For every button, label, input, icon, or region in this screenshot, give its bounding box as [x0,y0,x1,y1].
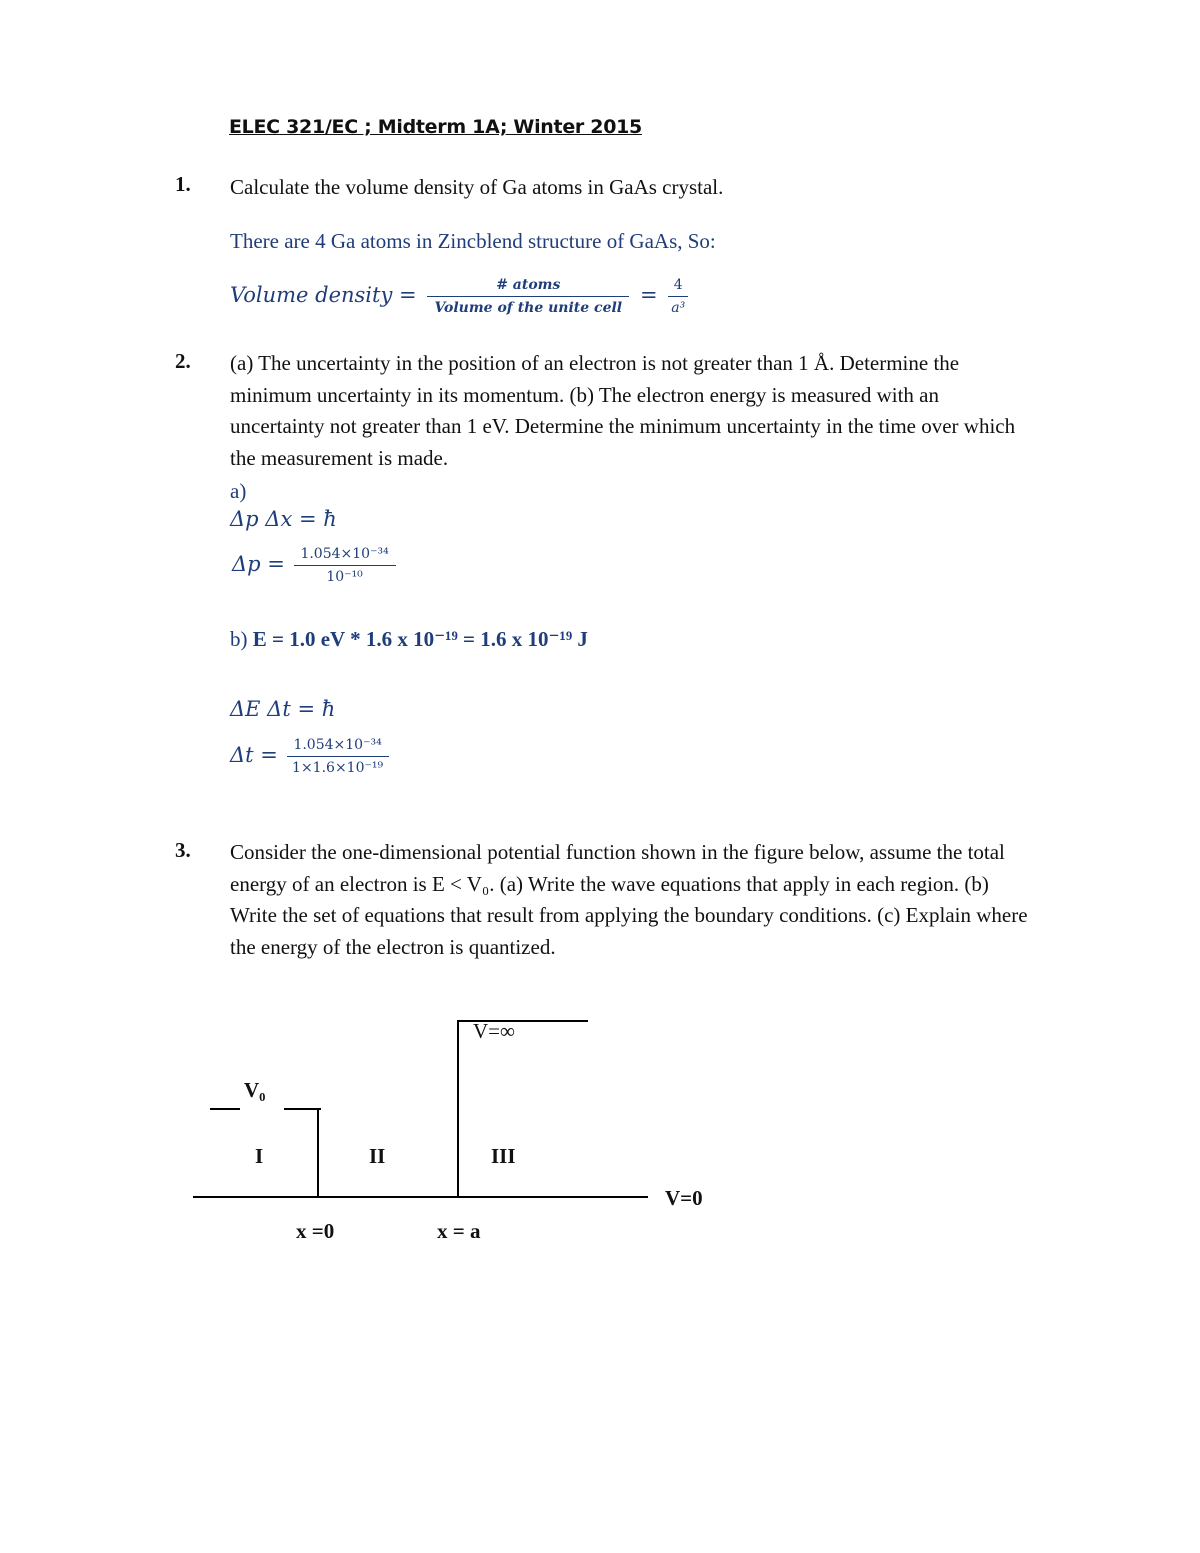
energy-conversion-line [230,624,588,656]
x-zero-label: x =0 [296,1219,335,1243]
v-zero-baseline [193,1196,648,1198]
time-uncertainty-relation: ΔE Δt = ħ [230,697,336,721]
part-b-label: b) [230,627,248,651]
momentum-equation [232,546,396,585]
x0-wall [317,1108,319,1198]
equation-lhs: Δp = [232,552,285,576]
question-3-number: 3. [175,838,191,862]
region-3-label: III [491,1144,516,1168]
fraction-numerator: 1.054×10⁻³⁴ [294,546,396,566]
fraction-numerator: 1.054×10⁻³⁴ [287,737,389,757]
region-1-label: I [255,1144,264,1168]
xa-wall [457,1021,459,1198]
equation-lhs: Volume density = [230,283,417,307]
fraction-four-over-a3 [668,277,688,316]
v0-label: V₀ [244,1078,266,1102]
v0-level-line-right [284,1108,321,1110]
fraction-numerator: # atoms [427,277,629,297]
equals-sign: = [639,283,658,307]
v0-level-line-left [210,1108,240,1110]
region-2-label: II [369,1144,386,1168]
fraction-denominator: 1×1.6×10⁻¹⁹ [292,760,384,776]
question-1-number: 1. [175,172,191,196]
question-2-text: (a) The uncertainty in the position of an electron is not greater than 1 Å. Determine the minimum uncertainty in its momentum. (b) The electron energy is measured with an uncertainty not greater than 1 eV. Determine the minimum uncertainty in the time over which the measurement is made. [230,351,1016,470]
time-fraction [287,737,389,776]
v-zero-label: V=0 [665,1186,703,1210]
v-infinity-label: V=∞ [473,1019,515,1043]
momentum-uncertainty-relation: Δp Δx = ħ [230,507,337,531]
equation-lhs: Δt = [230,743,278,767]
x-a-label: x = a [437,1219,481,1243]
fraction-denominator-2: a³ [671,300,686,316]
part-a-label: a) [230,479,247,503]
question-1-text: Calculate the volume density of Ga atoms in GaAs crystal. [230,175,724,199]
fraction-atoms [427,277,629,316]
fraction-denominator: Volume of the unite cell [434,300,623,316]
fraction-numerator-2: 4 [668,277,688,297]
energy-conversion-equation: E = 1.0 eV * 1.6 x 10⁻¹⁹ = 1.6 x 10⁻¹⁹ J [252,627,588,651]
volume-density-equation [230,277,688,316]
question-3-text: Consider the one-dimensional potential function shown in the figure below, assume the total energy of an electron is E < V₀. (a) Write the wave equations that apply in each region. (b) Write the set of equations that result from applying the boundary conditions. (c) Explain where the energy of the electron is quantized. [230,840,1028,959]
question-1-answer: There are 4 Ga atoms in Zincblend structure of GaAs, So: [230,229,716,253]
momentum-fraction [294,546,396,585]
page-title: ELEC 321/EC ; Midterm 1A; Winter 2015 [229,116,642,138]
fraction-denominator: 10⁻¹⁰ [326,569,363,585]
time-equation [230,737,389,776]
question-2-number: 2. [175,349,191,373]
